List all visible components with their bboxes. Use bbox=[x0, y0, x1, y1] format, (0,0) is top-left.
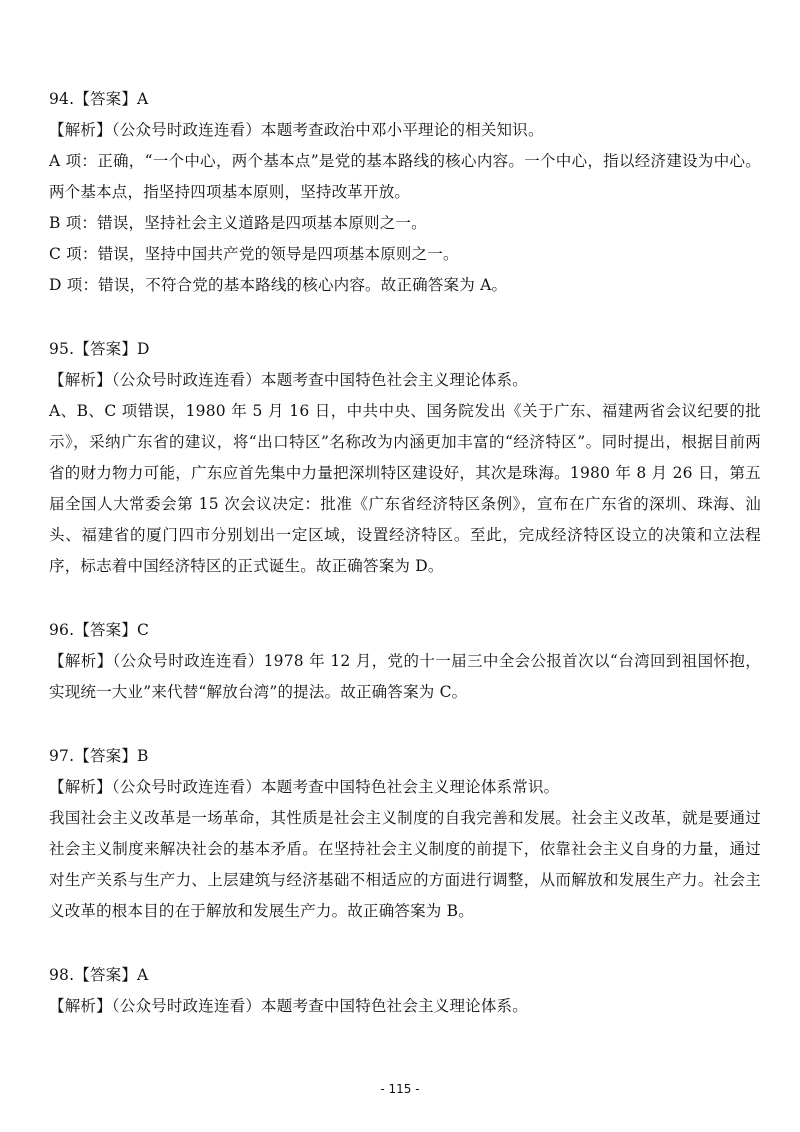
option-c-explanation: C 项：错误，坚持中国共产党的领导是四项基本原则之一。 bbox=[49, 245, 459, 263]
analysis-intro: 【解析】（公众号时政连连看）本题考查中国特色社会主义理论体系常识。 bbox=[49, 778, 560, 796]
answer-heading: 97.【答案】B bbox=[49, 747, 149, 765]
question-95 bbox=[49, 334, 761, 582]
question-94 bbox=[49, 84, 761, 301]
answer-heading: 96.【答案】C bbox=[49, 621, 150, 639]
question-98 bbox=[49, 960, 761, 1022]
question-97 bbox=[49, 741, 761, 927]
page-number: - 115 - bbox=[380, 1082, 420, 1096]
question-96 bbox=[49, 615, 761, 708]
option-b-explanation: B 项：错误，坚持社会主义道路是四项基本原则之一。 bbox=[49, 214, 427, 232]
section-gap bbox=[49, 301, 761, 334]
option-d-explanation: D 项：错误，不符合党的基本路线的核心内容。故正确答案为 A。 bbox=[49, 276, 508, 294]
analysis-intro: 【解析】（公众号时政连连看）本题考查中国特色社会主义理论体系。 bbox=[49, 371, 528, 389]
section-gap bbox=[49, 708, 761, 741]
analysis-paragraph: A、B、C 项错误，1980 年 5 月 16 日，中共中央、国务院发出《关于广东、福建两省会议纪要的批示》，采纳广东省的建议，将“出口特区”名称改为内涵更加丰富的“经济特区”。同时提出，根据目前两省的财力物力可能，广东应首先集中力量把深圳特区建设好，其次是珠海。1980 年 8 月 26 日，第五届全国人大常委会第 15 次会议决定：批准《广东省经济特区条例》，宣布在广东省的深圳、珠海、汕头、福建省的厦门四市分别划出一定区域，设置经济特区。至此，完成经济特区设立的决策和立法程序，标志着中国经济特区的正式诞生。故正确答案为 D。 bbox=[49, 402, 761, 575]
answer-content bbox=[49, 84, 761, 1022]
analysis-intro: 【解析】（公众号时政连连看）本题考查中国特色社会主义理论体系。 bbox=[49, 997, 528, 1015]
answer-heading: 95.【答案】D bbox=[49, 340, 150, 358]
analysis-paragraph: 我国社会主义改革是一场革命，其性质是社会主义制度的自我完善和发展。社会主义改革，就是要通过社会主义制度来解决社会的基本矛盾。在坚持社会主义制度的前提下，依靠社会主义自身的力量，通过对生产关系与生产力、上层建筑与经济基础不相适应的方面进行调整，从而解放和发展生产力。社会主义改革的根本目的在于解放和发展生产力。故正确答案为 B。 bbox=[49, 809, 761, 920]
analysis-intro: 【解析】（公众号时政连连看）本题考查政治中邓小平理论的相关知识。 bbox=[49, 121, 544, 139]
answer-heading: 94.【答案】A bbox=[49, 90, 149, 108]
analysis-paragraph: 【解析】（公众号时政连连看）1978 年 12 月，党的十一届三中全会公报首次以“台湾回到祖国怀抱，实现统一大业”来代替“解放台湾”的提法。故正确答案为 C。 bbox=[49, 652, 761, 701]
option-a-explanation: A 项：正确，“一个中心，两个基本点”是党的基本路线的核心内容。一个中心，指以经济建设为中心。两个基本点，指坚持四项基本原则，坚持改革开放。 bbox=[49, 152, 761, 201]
answer-heading: 98.【答案】A bbox=[49, 966, 149, 984]
section-gap bbox=[49, 927, 761, 960]
section-gap bbox=[49, 582, 761, 615]
